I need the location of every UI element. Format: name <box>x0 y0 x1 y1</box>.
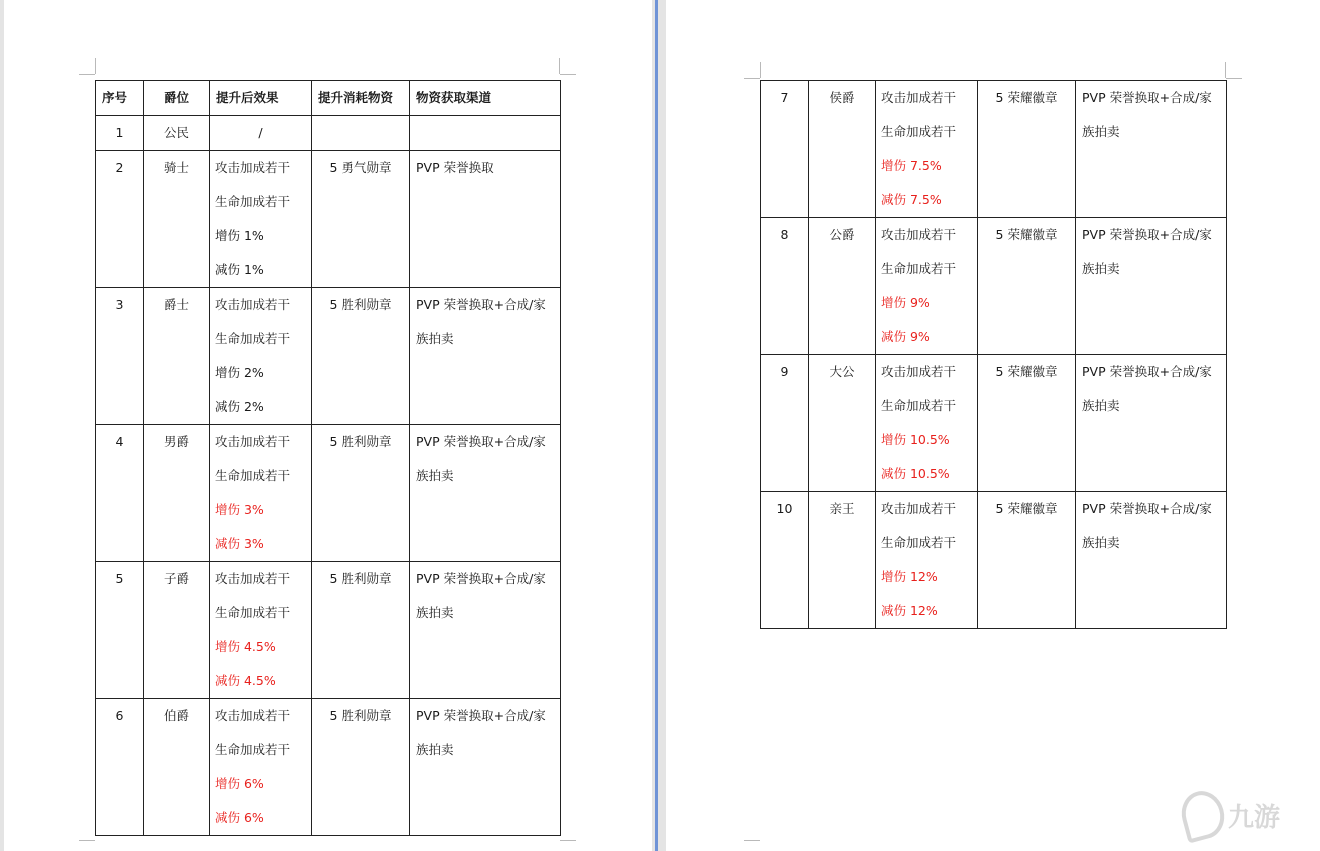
effect-line: 生命加成若干 <box>881 261 957 276</box>
effect-line: 减伤 10.5% <box>881 466 950 481</box>
effect-line: 生命加成若干 <box>881 124 957 139</box>
cell-cost: 5 荣耀徽章 <box>978 355 1076 492</box>
cell-source: PVP 荣誉换取+合成/家族拍卖 <box>410 699 561 836</box>
crop-mark <box>79 74 95 75</box>
effect-line: 攻击加成若干 <box>215 571 291 586</box>
table-row <box>761 218 1227 355</box>
effect-line: 增伤 2% <box>215 365 264 380</box>
table-row <box>761 81 1227 218</box>
cell-no: 4 <box>96 425 144 562</box>
cell-source: PVP 荣誉换取 <box>410 151 561 288</box>
cell-effects <box>210 151 312 288</box>
effect-line: 增伤 6% <box>215 776 264 791</box>
cell-no: 10 <box>761 492 809 629</box>
cell-cost: 5 胜利勋章 <box>312 699 410 836</box>
watermark-icon <box>1177 786 1230 843</box>
cell-rank-title: 大公 <box>809 355 876 492</box>
cell-cost <box>312 116 410 151</box>
cell-source: PVP 荣誉换取+合成/家族拍卖 <box>410 562 561 699</box>
cell-no: 2 <box>96 151 144 288</box>
header-effect: 提升后效果 <box>210 81 312 116</box>
cell-source: PVP 荣誉换取+合成/家族拍卖 <box>1076 81 1227 218</box>
cell-cost: 5 胜利勋章 <box>312 562 410 699</box>
table-row <box>96 425 561 562</box>
crop-mark <box>560 840 576 841</box>
effect-line: 增伤 3% <box>215 502 264 517</box>
cell-effects <box>876 81 978 218</box>
table-row <box>96 288 561 425</box>
cell-no: 1 <box>96 116 144 151</box>
cell-effects <box>210 116 312 151</box>
effect-line: 生命加成若干 <box>215 468 291 483</box>
table-row <box>96 116 561 151</box>
cell-no: 6 <box>96 699 144 836</box>
crop-mark <box>560 74 576 75</box>
cell-source <box>410 116 561 151</box>
cell-no: 3 <box>96 288 144 425</box>
cell-effects <box>210 288 312 425</box>
effect-line: 攻击加成若干 <box>881 227 957 242</box>
cell-effects <box>876 492 978 629</box>
cell-effects <box>210 562 312 699</box>
cell-cost: 5 荣耀徽章 <box>978 81 1076 218</box>
cell-source: PVP 荣誉换取+合成/家族拍卖 <box>1076 355 1227 492</box>
effect-line: 攻击加成若干 <box>215 297 291 312</box>
effect-line: 减伤 2% <box>215 399 264 414</box>
effect-line: 减伤 6% <box>215 810 264 825</box>
header-source: 物资获取渠道 <box>410 81 561 116</box>
effect-line: 减伤 4.5% <box>215 673 276 688</box>
cell-source: PVP 荣誉换取+合成/家族拍卖 <box>410 425 561 562</box>
header-cost: 提升消耗物资 <box>312 81 410 116</box>
cell-no: 9 <box>761 355 809 492</box>
effect-line: 攻击加成若干 <box>215 434 291 449</box>
cell-cost: 5 胜利勋章 <box>312 288 410 425</box>
cell-source: PVP 荣誉换取+合成/家族拍卖 <box>1076 218 1227 355</box>
effect-line: 攻击加成若干 <box>215 708 291 723</box>
table-row <box>96 562 561 699</box>
effect-line: 生命加成若干 <box>215 742 291 757</box>
cell-cost: 5 胜利勋章 <box>312 425 410 562</box>
effect-line: 生命加成若干 <box>215 605 291 620</box>
watermark-logo <box>1182 785 1312 845</box>
effect-line: 攻击加成若干 <box>881 90 957 105</box>
effect-line: 减伤 3% <box>215 536 264 551</box>
cell-no: 7 <box>761 81 809 218</box>
table-row <box>761 492 1227 629</box>
crop-mark <box>744 840 760 841</box>
cell-rank-title: 男爵 <box>144 425 210 562</box>
cell-rank-title: 公爵 <box>809 218 876 355</box>
effect-line: 减伤 7.5% <box>881 192 942 207</box>
page-divider <box>655 0 658 851</box>
effect-line: 增伤 12% <box>881 569 938 584</box>
cell-rank-title: 伯爵 <box>144 699 210 836</box>
cell-effects <box>210 699 312 836</box>
cell-rank-title: 子爵 <box>144 562 210 699</box>
watermark-text: 九游 <box>1228 802 1281 833</box>
cell-rank-title: 爵士 <box>144 288 210 425</box>
header-title: 爵位 <box>144 81 210 116</box>
effect-line: 攻击加成若干 <box>881 501 957 516</box>
effect-line: 增伤 10.5% <box>881 432 950 447</box>
effect-line: 减伤 12% <box>881 603 938 618</box>
effect-line: 增伤 4.5% <box>215 639 276 654</box>
cell-cost: 5 勇气勋章 <box>312 151 410 288</box>
header-no: 序号 <box>96 81 144 116</box>
crop-mark <box>760 62 761 78</box>
cell-cost: 5 荣耀徽章 <box>978 492 1076 629</box>
effect-line: 生命加成若干 <box>215 331 291 346</box>
effect-line: 增伤 7.5% <box>881 158 942 173</box>
effect-line: / <box>258 125 263 140</box>
effect-line: 攻击加成若干 <box>215 160 291 175</box>
effect-line: 生命加成若干 <box>881 535 957 550</box>
effect-line: 攻击加成若干 <box>881 364 957 379</box>
table-row <box>96 699 561 836</box>
cell-no: 5 <box>96 562 144 699</box>
crop-mark <box>95 58 96 74</box>
cell-source: PVP 荣誉换取+合成/家族拍卖 <box>1076 492 1227 629</box>
cell-effects <box>210 425 312 562</box>
cell-rank-title: 公民 <box>144 116 210 151</box>
effect-line: 生命加成若干 <box>881 398 957 413</box>
crop-mark <box>1226 78 1242 79</box>
table-header-row <box>96 81 561 116</box>
cell-rank-title: 侯爵 <box>809 81 876 218</box>
crop-mark <box>1225 62 1226 78</box>
rank-table-page1 <box>95 80 561 836</box>
table-row <box>96 151 561 288</box>
cell-cost: 5 荣耀徽章 <box>978 218 1076 355</box>
effect-line: 增伤 1% <box>215 228 264 243</box>
effect-line: 减伤 9% <box>881 329 930 344</box>
crop-mark <box>559 58 560 74</box>
table-row <box>761 355 1227 492</box>
effect-line: 减伤 1% <box>215 262 264 277</box>
crop-mark <box>79 840 95 841</box>
rank-table-page2 <box>760 80 1227 629</box>
cell-no: 8 <box>761 218 809 355</box>
cell-rank-title: 骑士 <box>144 151 210 288</box>
effect-line: 增伤 9% <box>881 295 930 310</box>
cell-rank-title: 亲王 <box>809 492 876 629</box>
cell-effects <box>876 355 978 492</box>
cell-source: PVP 荣誉换取+合成/家族拍卖 <box>410 288 561 425</box>
effect-line: 生命加成若干 <box>215 194 291 209</box>
crop-mark <box>744 78 760 79</box>
cell-effects <box>876 218 978 355</box>
